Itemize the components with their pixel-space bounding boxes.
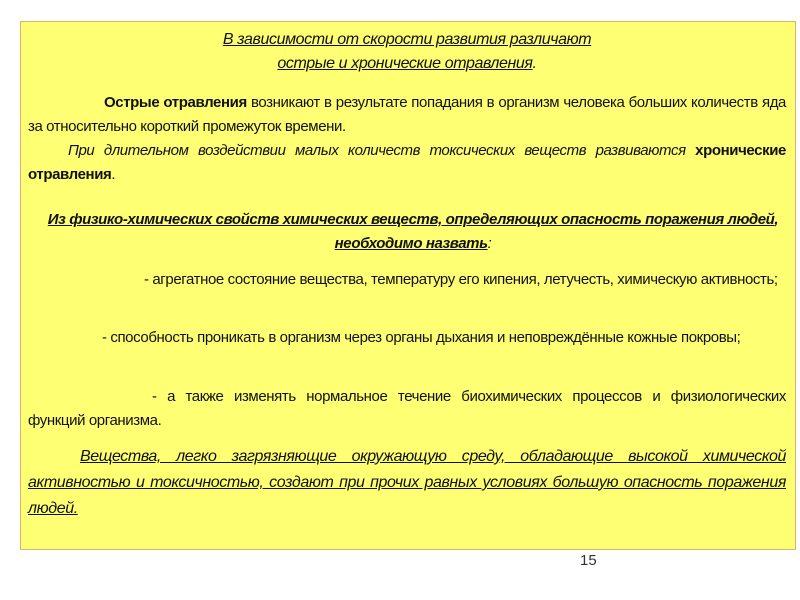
acute-text: возникают в результате попадания в организм человека больших количеств яда за относительно короткий промежуток времени. xyxy=(28,94,786,135)
chronic-text: При длительном воздействии малых количеств токсических веществ развиваются xyxy=(68,142,686,159)
properties-heading-sep: , xyxy=(774,211,779,228)
acute-paragraph xyxy=(28,91,786,138)
slide-title xyxy=(28,28,786,75)
title-line-2: острые и хронические отравления xyxy=(277,54,533,72)
chronic-paragraph xyxy=(28,139,786,186)
properties-heading xyxy=(40,208,786,255)
properties-heading-part-b: необходимо назвать xyxy=(334,234,488,252)
bullet-item: - а также изменять нормальное течение биохимических процессов и физиологических функций организма. xyxy=(28,388,786,429)
chronic-period: . xyxy=(111,165,116,183)
chronic-term: хронические отравления xyxy=(28,142,786,183)
page-number: 15 xyxy=(580,552,597,569)
title-line-1: В зависимости от скорости развития различают xyxy=(222,31,592,48)
bullet-item: - способность проникать в организм через органы дыхания и неповреждённые кожные покровы; xyxy=(102,329,741,346)
title-period: . xyxy=(532,54,537,72)
conclusion-paragraph: Вещества, легко загрязняющие окружающую среду, обладающие высокой химической активностью и токсичностью, создают при прочих равных условиях большую опасность поражения людей. xyxy=(28,448,786,517)
properties-heading-colon: : xyxy=(487,234,492,252)
bullet-item: - агрегатное состояние вещества, температуру его кипения, летучесть, химическую активность; xyxy=(144,271,778,288)
properties-heading-part-a: Из физико-химических свойств химических веществ, определяющих опасность поражения людей xyxy=(47,211,775,228)
acute-term: Острые отравления xyxy=(104,94,247,111)
